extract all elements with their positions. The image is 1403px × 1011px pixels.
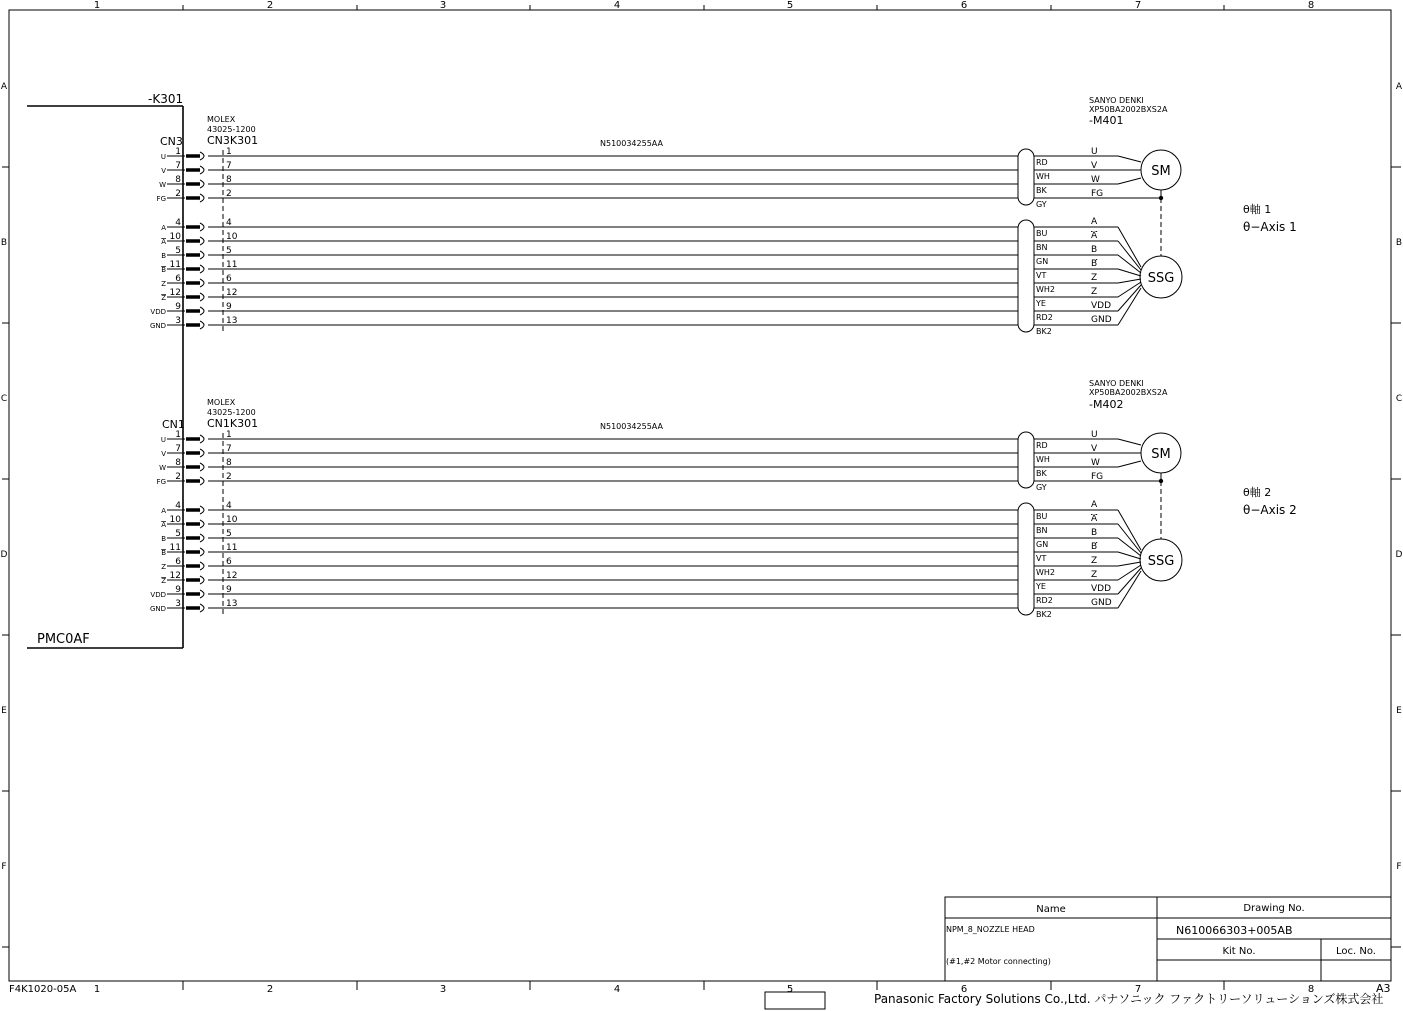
- row-label: C: [0, 394, 8, 404]
- row-label: A: [1395, 82, 1403, 92]
- column-label: 8: [1307, 984, 1315, 995]
- encoder-lead: [1118, 510, 1141, 550]
- connector-mate: [200, 194, 204, 202]
- pin-number: 1: [175, 147, 181, 157]
- harness-pin-number: 4: [226, 218, 232, 228]
- wire-color-code: GY: [1036, 200, 1047, 209]
- wire-color-code: BU: [1036, 229, 1048, 238]
- servo-motor-label: SM: [1151, 164, 1171, 179]
- connector-mate: [200, 166, 204, 174]
- axis-label-en: θ−Axis 2: [1243, 503, 1297, 517]
- harness-pin-number: 2: [226, 189, 232, 199]
- harness-pin-number: 5: [226, 246, 232, 256]
- signal-label: V: [161, 167, 166, 175]
- pin-number: 12: [169, 571, 181, 581]
- column-label: 2: [266, 0, 274, 11]
- harness-pin-number: 9: [226, 585, 232, 595]
- motor-manufacturer: SANYO DENKI: [1089, 96, 1144, 105]
- form-id: F4K1020-05A: [9, 984, 77, 995]
- connector-mate: [200, 321, 204, 329]
- axis-label-jp: θ軸 2: [1243, 486, 1272, 499]
- encoder-lead: [1118, 241, 1141, 270]
- wire-color-code: BN: [1036, 243, 1048, 252]
- signal-label: GND: [149, 605, 166, 613]
- wire-color-code: YE: [1036, 299, 1046, 308]
- pin-number: 9: [175, 302, 181, 312]
- signal-label: B: [161, 266, 166, 274]
- pin-number: 10: [169, 232, 181, 242]
- wire-color-code: BK2: [1036, 327, 1052, 336]
- terminal-signal-label: W: [1091, 175, 1100, 185]
- controller-name: PMC0AF: [37, 632, 90, 647]
- encoder-cable-bundle: [1018, 220, 1034, 332]
- column-label: 5: [786, 0, 794, 11]
- wire-color-code: WH2: [1036, 568, 1056, 577]
- signal-label: Z: [161, 577, 166, 585]
- column-label: 3: [439, 0, 447, 11]
- terminal-signal-label: A: [1091, 231, 1098, 241]
- connector-mate: [200, 279, 204, 287]
- connector-mate: [200, 576, 204, 584]
- terminal-signal-label: B: [1091, 245, 1098, 255]
- connector-mate: [200, 307, 204, 315]
- harness-pin-number: 13: [226, 599, 238, 609]
- connector-mate: [200, 251, 204, 259]
- signal-label: Z: [161, 563, 166, 571]
- row-label: E: [1, 706, 7, 716]
- name-header: Name: [1036, 904, 1066, 915]
- drawing-name: NPM_8_NOZZLE HEAD: [946, 925, 1035, 934]
- connector-name: CN1K301: [207, 417, 259, 430]
- row-labels-right: [1396, 82, 1403, 872]
- pin-number: 8: [175, 175, 181, 185]
- wire-color-code: YE: [1036, 582, 1046, 591]
- terminal-signal-label: VDD: [1091, 584, 1112, 594]
- column-label: 8: [1307, 0, 1315, 11]
- harness-pin-number: 8: [226, 175, 232, 185]
- terminal-signal-label: W: [1091, 458, 1100, 468]
- connector-mate: [200, 590, 204, 598]
- encoder-lead: [1118, 524, 1141, 553]
- column-label: 7: [1134, 0, 1142, 11]
- harness-pin-number: 4: [226, 501, 232, 511]
- harness-pin-number: 8: [226, 458, 232, 468]
- row-label: D: [0, 550, 8, 560]
- column-label: 6: [960, 0, 968, 11]
- drawing-number: N610066303+005AB: [1176, 924, 1293, 937]
- harness-pin-number: 6: [226, 557, 232, 567]
- harness-pin-number: 12: [226, 288, 238, 298]
- encoder-cable-bundle: [1018, 503, 1034, 615]
- connector-mate: [200, 604, 204, 612]
- harness-pin-number: 2: [226, 472, 232, 482]
- row-label: B: [1395, 238, 1403, 248]
- wire-color-code: BK: [1036, 469, 1047, 478]
- terminal-signal-label: Z: [1091, 556, 1098, 566]
- wire-color-code: WH: [1036, 172, 1050, 181]
- motor-model: XP50BA2002BXS2A: [1089, 388, 1168, 397]
- cn-label: CN1: [162, 418, 185, 431]
- motor-lead: [1118, 461, 1141, 467]
- pin-number: 3: [175, 316, 181, 326]
- motor-lead: [1118, 439, 1141, 445]
- harness-pin-number: 1: [226, 147, 232, 157]
- pin-number: 1: [175, 430, 181, 440]
- encoder-lead: [1118, 227, 1141, 267]
- encoder-label: SSG: [1147, 271, 1175, 286]
- wire-color-code: RD: [1036, 441, 1048, 450]
- connector-mate: [200, 463, 204, 471]
- pin-number: 10: [169, 515, 181, 525]
- wire-color-code: WH: [1036, 455, 1050, 464]
- terminal-signal-label: Z: [1091, 273, 1098, 283]
- connector-mate: [200, 435, 204, 443]
- harness-pin-number: 10: [226, 232, 238, 242]
- pin-number: 2: [175, 472, 181, 482]
- connector-mate: [200, 223, 204, 231]
- kit-no-header: Kit No.: [1222, 946, 1256, 957]
- row-labels-left: [1, 82, 8, 872]
- pin-number: 9: [175, 585, 181, 595]
- harness-pin-number: 9: [226, 302, 232, 312]
- connector-part-number: 43025-1200: [207, 408, 256, 417]
- column-label: 2: [266, 984, 274, 995]
- encoder-lead: [1118, 562, 1141, 566]
- signal-label: B: [161, 252, 166, 260]
- motor-ref: -M402: [1089, 398, 1124, 411]
- wire-color-code: GY: [1036, 483, 1047, 492]
- signal-label: V: [161, 450, 166, 458]
- sheet-size: A3: [1376, 982, 1391, 995]
- cable-number: N510034255AA: [600, 422, 663, 431]
- wire-color-code: BK2: [1036, 610, 1052, 619]
- signal-label: U: [160, 153, 166, 161]
- wire-color-code: RD2: [1036, 313, 1053, 322]
- pin-number: 5: [175, 246, 181, 256]
- signal-label: FG: [156, 195, 166, 203]
- motor-manufacturer: SANYO DENKI: [1089, 379, 1144, 388]
- wire-color-code: GN: [1036, 540, 1049, 549]
- signal-label: VDD: [150, 308, 166, 316]
- encoder-lead: [1118, 279, 1141, 283]
- connector-mate: [200, 548, 204, 556]
- signal-label: B: [161, 549, 166, 557]
- connector-manufacturer: MOLEX: [207, 398, 236, 407]
- harness-pin-number: 12: [226, 571, 238, 581]
- connector-manufacturer: MOLEX: [207, 115, 236, 124]
- signal-label: W: [159, 181, 166, 189]
- frame-zone-ticks: [2, 5, 1401, 990]
- pin-number: 6: [175, 274, 181, 284]
- wire-color-code: RD2: [1036, 596, 1053, 605]
- wire-color-code: VT: [1036, 554, 1047, 563]
- terminal-signal-label: VDD: [1091, 301, 1112, 311]
- terminal-signal-label: B: [1091, 542, 1098, 552]
- loc-no-header: Loc. No.: [1336, 946, 1376, 957]
- harness-pin-number: 7: [226, 444, 232, 454]
- pin-number: 4: [175, 218, 181, 228]
- signal-label: A: [161, 238, 166, 246]
- terminal-signal-label: FG: [1091, 189, 1104, 199]
- wire-color-code: BK: [1036, 186, 1047, 195]
- terminal-signal-label: Z: [1091, 287, 1098, 297]
- pin-number: 3: [175, 599, 181, 609]
- column-label: 3: [439, 984, 447, 995]
- row-label: D: [1395, 550, 1403, 560]
- wire-color-code: RD: [1036, 158, 1048, 167]
- harness-pin-number: 11: [226, 260, 238, 270]
- signal-label: A: [161, 507, 166, 515]
- motor-lead: [1118, 156, 1141, 162]
- connector-mate: [200, 506, 204, 514]
- power-cable-bundle: [1018, 432, 1034, 488]
- row-label: C: [1395, 394, 1403, 404]
- power-cable-bundle: [1018, 149, 1034, 205]
- harness-pin-number: 6: [226, 274, 232, 284]
- axis-label-en: θ−Axis 1: [1243, 220, 1297, 234]
- connector-group-axis-2: [150, 379, 1297, 619]
- column-label: 4: [613, 984, 621, 995]
- harness-pin-number: 10: [226, 515, 238, 525]
- motor-model: XP50BA2002BXS2A: [1089, 105, 1168, 114]
- wire-color-code: VT: [1036, 271, 1047, 280]
- row-label: E: [1396, 706, 1402, 716]
- signal-label: Z: [161, 294, 166, 302]
- wire-color-code: GN: [1036, 257, 1049, 266]
- motor-ref: -M401: [1089, 114, 1124, 127]
- pin-number: 5: [175, 529, 181, 539]
- connector-name: CN3K301: [207, 134, 259, 147]
- harness-pin-number: 11: [226, 543, 238, 553]
- harness-pin-number: 13: [226, 316, 238, 326]
- connector-mate: [200, 562, 204, 570]
- signal-label: U: [160, 436, 166, 444]
- wire-color-code: BN: [1036, 526, 1048, 535]
- encoder-label: SSG: [1147, 554, 1175, 569]
- pin-number: 4: [175, 501, 181, 511]
- pin-number: 7: [175, 161, 181, 171]
- terminal-signal-label: FG: [1091, 472, 1104, 482]
- row-label: B: [0, 238, 8, 248]
- wire-color-code: BU: [1036, 512, 1048, 521]
- signal-label: A: [161, 224, 166, 232]
- signal-label: Z: [161, 280, 166, 288]
- column-label: 4: [613, 0, 621, 11]
- connector-group-axis-1: [150, 96, 1297, 336]
- connector-mate: [200, 534, 204, 542]
- signal-label: GND: [149, 322, 166, 330]
- signal-label: VDD: [150, 591, 166, 599]
- wire-color-code: WH2: [1036, 285, 1056, 294]
- column-label: 1: [93, 984, 101, 995]
- signal-label: A: [161, 521, 166, 529]
- terminal-signal-label: B: [1091, 259, 1098, 269]
- pin-number: 12: [169, 288, 181, 298]
- connector-mate: [200, 180, 204, 188]
- terminal-signal-label: GND: [1091, 598, 1112, 608]
- row-label: A: [0, 82, 8, 92]
- connector-mate: [200, 449, 204, 457]
- revision-box: [765, 992, 825, 1009]
- connector-mate: [200, 520, 204, 528]
- drawing-subtitle: (#1,#2 Motor connecting): [946, 957, 1051, 966]
- harness-pin-number: 5: [226, 529, 232, 539]
- cable-number: N510034255AA: [600, 139, 663, 148]
- terminal-signal-label: V: [1091, 444, 1098, 454]
- row-label: F: [1396, 862, 1402, 872]
- signal-label: FG: [156, 478, 166, 486]
- terminal-signal-label: B: [1091, 528, 1098, 538]
- connector-mate: [200, 152, 204, 160]
- pin-number: 11: [169, 260, 181, 270]
- connector-mate: [200, 237, 204, 245]
- connector-mate: [200, 265, 204, 273]
- signal-label: B: [161, 535, 166, 543]
- cn-label: CN3: [160, 135, 183, 148]
- title-block: [945, 897, 1391, 981]
- pin-number: 8: [175, 458, 181, 468]
- terminal-signal-label: U: [1091, 430, 1098, 440]
- terminal-signal-label: GND: [1091, 315, 1112, 325]
- pin-number: 6: [175, 557, 181, 567]
- column-label: 6: [960, 984, 968, 995]
- connector-part-number: 43025-1200: [207, 125, 256, 134]
- connector-mate: [200, 293, 204, 301]
- harness-pin-number: 1: [226, 430, 232, 440]
- row-label: F: [1, 862, 7, 872]
- servo-motor-label: SM: [1151, 447, 1171, 462]
- terminal-signal-label: A: [1091, 217, 1098, 227]
- company-name: Panasonic Factory Solutions Co.,Ltd. パナソニック ファクトリーソリューションズ株式会社: [874, 992, 1384, 1006]
- controller-ref: -K301: [148, 92, 184, 106]
- terminal-signal-label: A: [1091, 500, 1098, 510]
- pin-number: 7: [175, 444, 181, 454]
- terminal-signal-label: Z: [1091, 570, 1098, 580]
- terminal-signal-label: A: [1091, 514, 1098, 524]
- signal-label: W: [159, 464, 166, 472]
- terminal-signal-label: V: [1091, 161, 1098, 171]
- terminal-signal-label: U: [1091, 147, 1098, 157]
- column-label: 7: [1134, 984, 1142, 995]
- harness-pin-number: 7: [226, 161, 232, 171]
- connector-mate: [200, 477, 204, 485]
- drawing-no-header: Drawing No.: [1243, 903, 1305, 914]
- pin-number: 11: [169, 543, 181, 553]
- axis-label-jp: θ軸 1: [1243, 203, 1272, 216]
- column-label: 1: [93, 0, 101, 11]
- pin-number: 2: [175, 189, 181, 199]
- column-label: 5: [786, 984, 794, 995]
- motor-lead: [1118, 178, 1141, 184]
- controller-block: [27, 92, 183, 648]
